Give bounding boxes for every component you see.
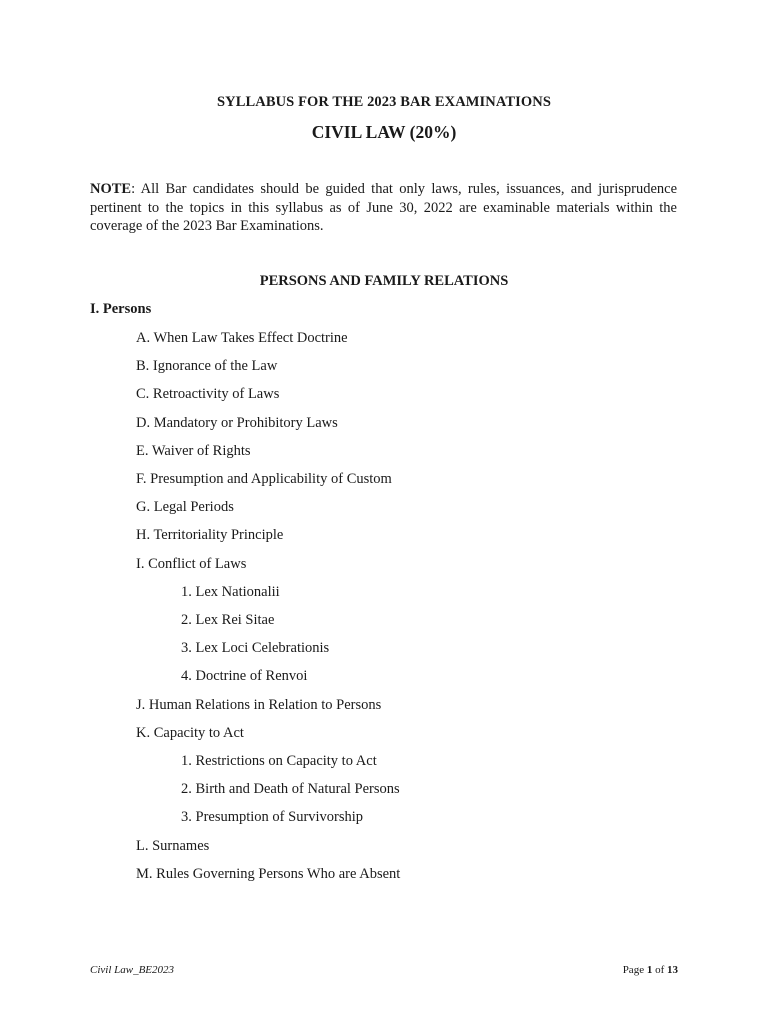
note-paragraph [90,180,677,236]
subject-heading: CIVIL LAW (20%) [311,122,457,142]
footer-document-name: Civil Law_BE2023 [90,964,175,976]
outline-subitem: 3. Lex Loci Celebrationis [181,640,330,657]
outline-subitem: 4. Doctrine of Renvoi [181,668,308,685]
syllabus-heading: SYLLABUS FOR THE 2023 BAR EXAMINATIONS [216,94,551,110]
note-label: NOTE [90,181,132,197]
outline-subitem: 1. Restrictions on Capacity to Act [181,753,377,769]
section-title: PERSONS AND FAMILY RELATIONS [259,273,509,289]
outline-item: C. Retroactivity of Laws [136,386,280,403]
outline-item: G. Legal Periods [136,499,234,516]
note-text: : All Bar candidates should be guided that only laws, rules, issuances, and jurisprudence pertinent to the topics in this syllabus as of June 30, 2022 are examinable materials within the coverage of the 2023 Bar Examinations. [90,181,677,234]
outline-item: M. Rules Governing Persons Who are Absent [136,865,401,882]
outline-subitem: 3. Presumption of Survivorship [181,809,364,826]
outline-item: K. Capacity to Act [136,724,244,741]
outline-subitem: 1. Lex Nationalii [181,583,280,600]
outline-item: E. Waiver of Rights [136,442,251,459]
outline-item: I. Conflict of Laws [136,555,247,572]
outline-item: J. Human Relations in Relation to Persons [136,696,382,713]
outline-subitem: 2. Lex Rei Sitae [181,612,275,628]
footer-page-word: Page [622,964,645,976]
outline-subitem: 2. Birth and Death of Natural Persons [181,781,400,798]
footer-page-total: 13 [667,964,678,976]
footer-page-of: of [655,964,665,976]
footer-page-number [623,964,678,976]
outline-item: F. Presumption and Applicability of Custom [136,471,392,487]
outline-item: D. Mandatory or Prohibitory Laws [136,414,338,431]
footer-page-current: 1 [646,964,653,976]
outline-item: L. Surnames [136,837,210,854]
outline-item: H. Territoriality Principle [136,527,284,544]
part-title: I. Persons [90,301,152,317]
outline-item: A. When Law Takes Effect Doctrine [136,330,348,346]
outline-item: B. Ignorance of the Law [136,358,278,375]
